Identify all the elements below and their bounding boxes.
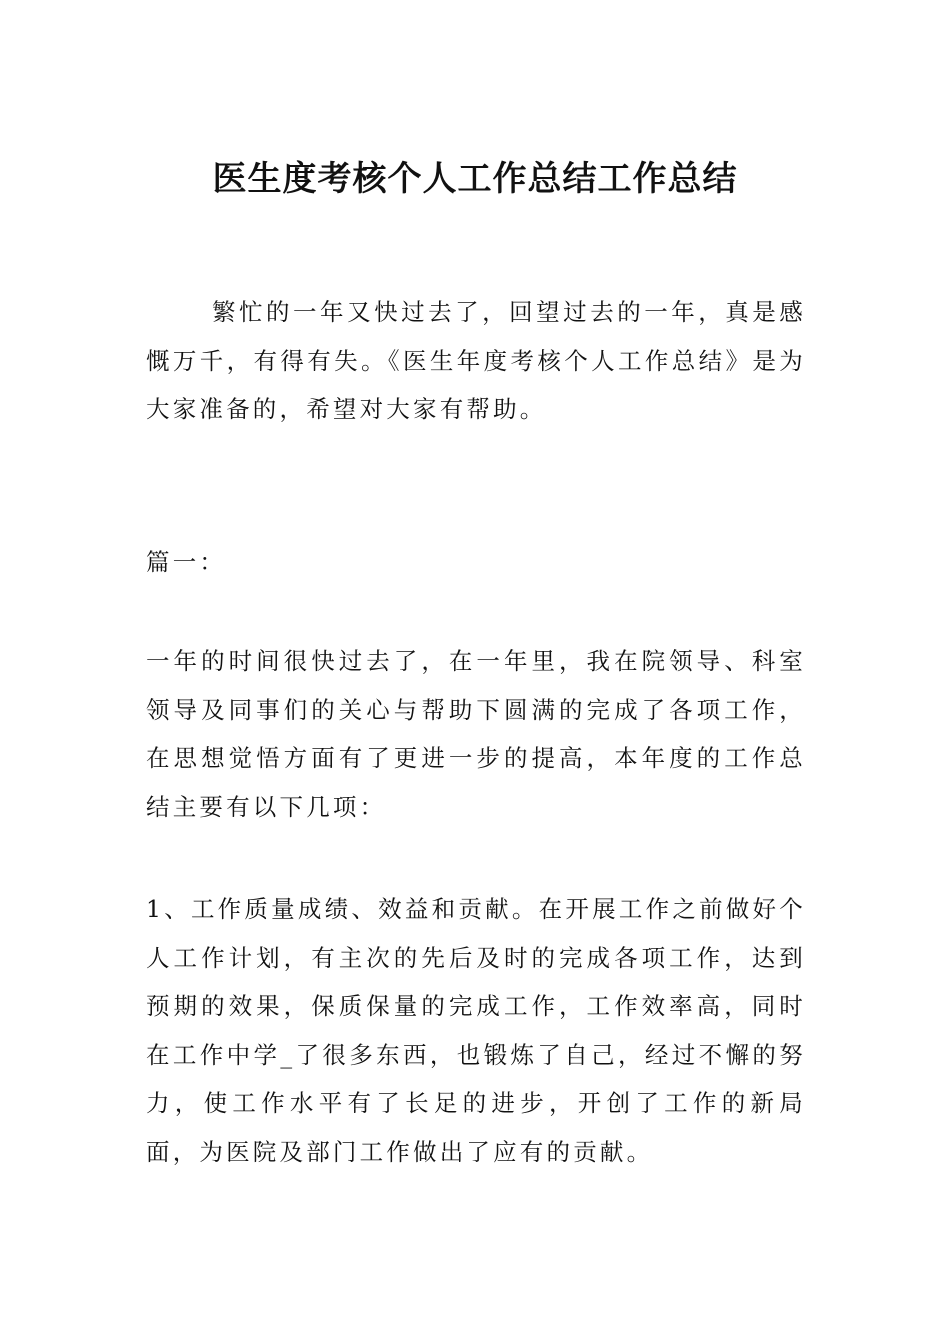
body-paragraph: 一年的时间很快过去了，在一年里，我在院领导、科室领导及同事们的关心与帮助下圆满的完成了各项工作，在思想觉悟方面有了更进一步的提高，本年度的工作总结主要有以下几项： bbox=[146, 647, 806, 821]
intro-paragraph: 繁忙的一年又快过去了，回望过去的一年，真是感慨万千，有得有失。《医生年度考核个人工作总结》是为大家准备的，希望对大家有帮助。 bbox=[146, 298, 806, 423]
section-heading: 篇一： bbox=[146, 548, 227, 576]
body-paragraph: 1、工作质量成绩、效益和贡献。在开展工作之前做好个人工作计划，有主次的先后及时的完成各项工作，达到预期的效果，保质保量的完成工作，工作效率高，同时在工作中学_了很多东西，也锻炼了自己，经过不懈的努力，使工作水平有了长足的进步，开创了工作的新局面，为医院及部门工作做出了应有的贡献。 bbox=[146, 895, 806, 1166]
document-title: 医生度考核个人工作总结工作总结 bbox=[212, 159, 738, 199]
